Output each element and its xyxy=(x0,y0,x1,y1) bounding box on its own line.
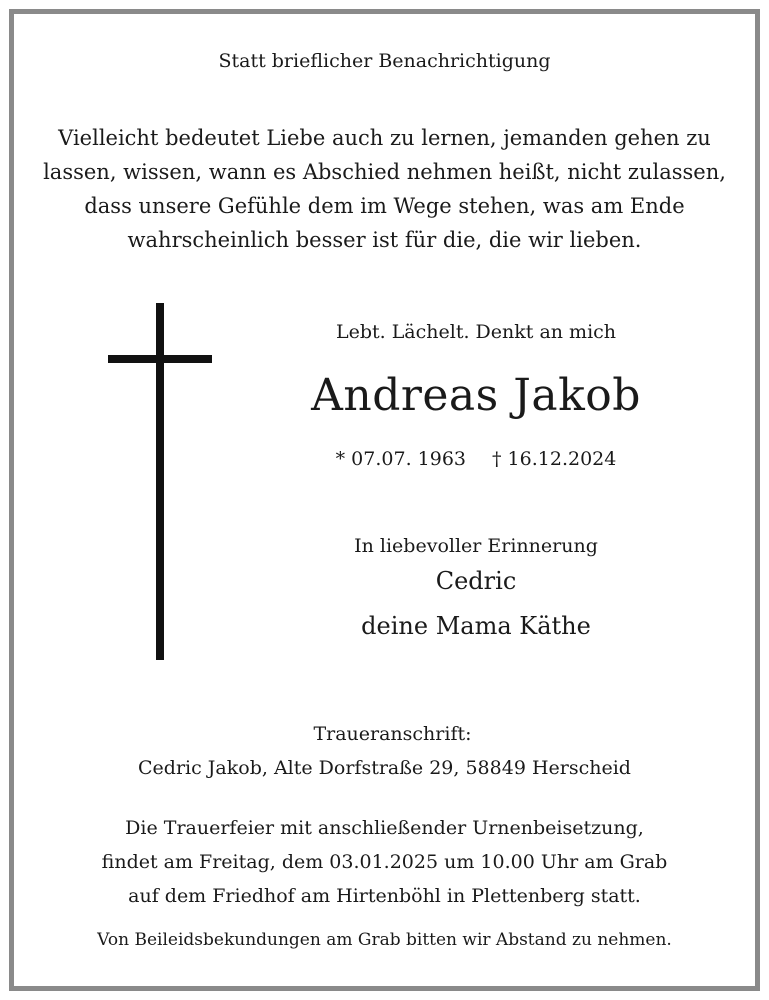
closing-note: Von Beileidsbekundungen am Grab bitten wir Abstand zu nehmen. xyxy=(97,930,672,950)
address: Cedric Jakob, Alte Dorfstraße 29, 58849 Herscheid xyxy=(138,757,631,779)
remembrance: In liebevoller Erinnerung xyxy=(354,535,598,557)
mourner-1: Cedric xyxy=(435,567,517,595)
poem-line-2: lassen, wissen, wann es Abschied nehmen heißt, nicht zulassen, xyxy=(43,160,726,184)
ceremony-line-3: auf dem Friedhof am Hirtenböhl in Plettenberg statt. xyxy=(128,885,641,907)
deceased-name: Andreas Jakob xyxy=(311,370,641,421)
birth-date: * 07.07. 1963 xyxy=(335,448,467,470)
address-label: Traueranschrift: xyxy=(313,723,472,745)
poem-line-3: dass unsere Gefühle dem im Wege stehen, was am Ende xyxy=(84,194,685,218)
poem-line-1: Vielleicht bedeutet Liebe auch zu lernen, jemanden gehen zu xyxy=(58,126,711,150)
ceremony-line-1: Die Trauerfeier mit anschließender Urnenbeisetzung, xyxy=(125,817,644,839)
life-dates xyxy=(250,448,702,470)
notice-frame xyxy=(9,9,760,991)
death-date: † 16.12.2024 xyxy=(492,448,617,470)
poem-line-4: wahrscheinlich besser ist für die, die wir lieben. xyxy=(127,228,642,252)
motto: Lebt. Lächelt. Denkt an mich xyxy=(335,321,617,343)
header-line: Statt brieflicher Benachrichtigung xyxy=(218,50,551,72)
ceremony-line-2: findet am Freitag, dem 03.01.2025 um 10.00 Uhr am Grab xyxy=(101,851,668,873)
mourner-2: deine Mama Käthe xyxy=(361,612,591,640)
